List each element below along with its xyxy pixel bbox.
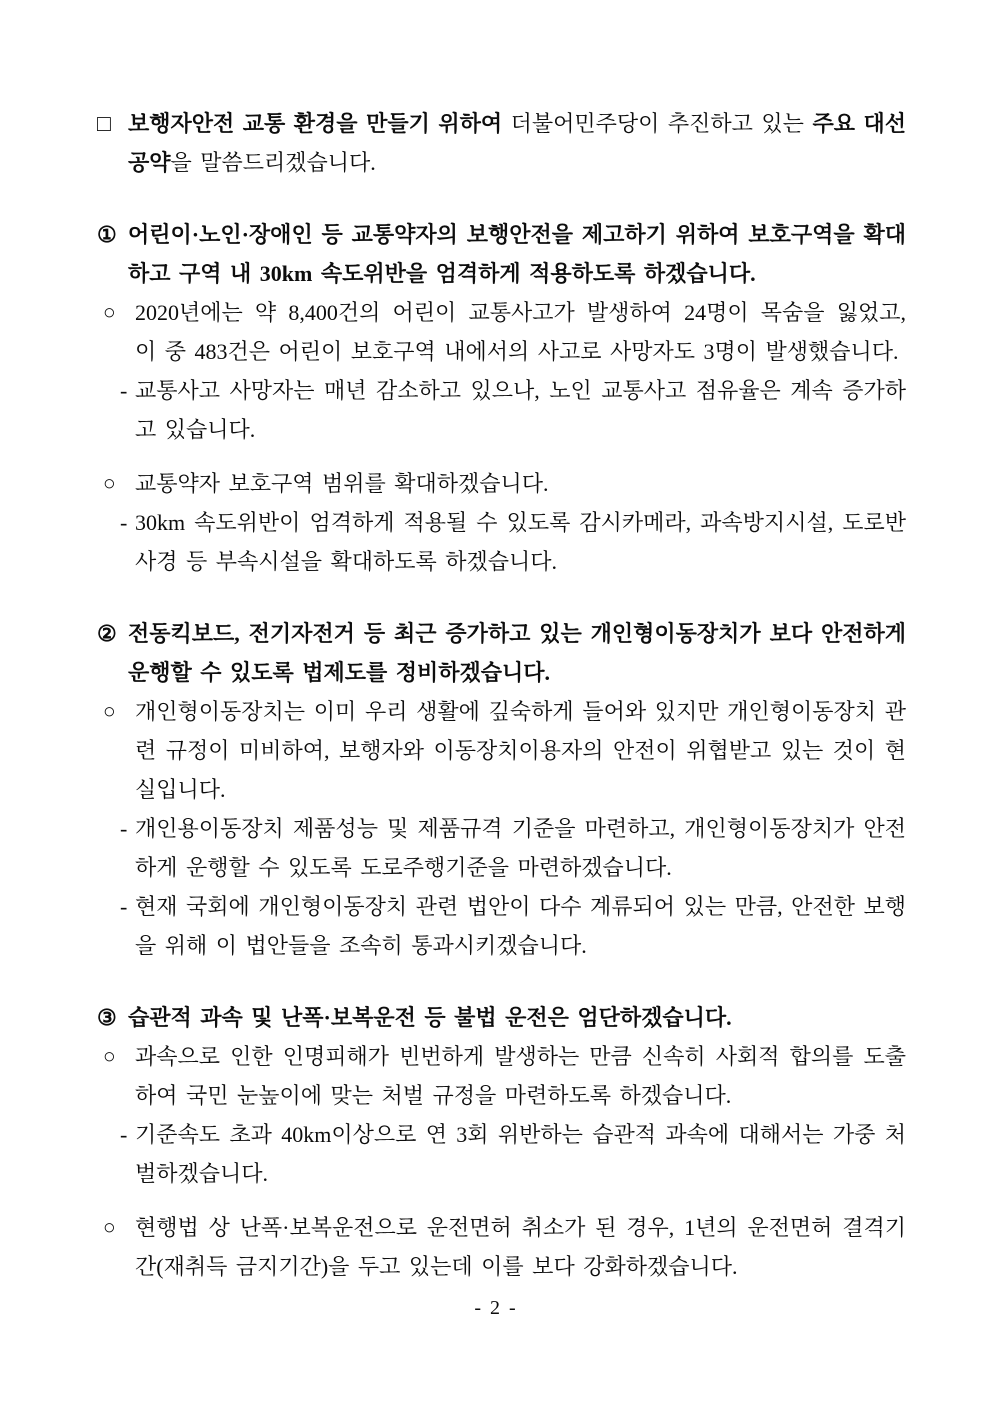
square-bullet-icon: □ xyxy=(97,111,111,136)
paragraph-text xyxy=(135,699,906,802)
body-text: 개인용이동장치 제품성능 및 제품규격 기준을 마련하고, 개인형이동장치가 안전하게 운행할 수 있도록 도로주행기준을 마련하겠습니다. xyxy=(135,816,906,880)
paragraph-text xyxy=(135,378,906,442)
paragraph-text xyxy=(135,510,906,574)
paragraph-text xyxy=(135,894,906,958)
paragraph-text xyxy=(135,1122,906,1186)
dash-bullet-icon: - xyxy=(120,1122,128,1147)
paragraph-text xyxy=(135,1044,906,1108)
pledge-1-subpoint-2 xyxy=(120,503,906,581)
body-text: 현재 국회에 개인형이동장치 관련 법안이 다수 계류되어 있는 만큼, 안전한 보행을 위해 이 법안들을 조속히 통과시키겠습니다. xyxy=(135,894,906,958)
body-text: 2020년에는 약 8,400건의 어린이 교통사고가 발생하여 24명이 목숨을 잃었고, 이 중 483건은 어린이 보호구역 내에서의 사고로 사망자도 3명이 발생했습니다. xyxy=(135,300,906,364)
circle-bullet-icon: ○ xyxy=(103,300,116,324)
body-text: 을 말씀드리겠습니다. xyxy=(170,150,376,175)
paragraph-text xyxy=(135,300,906,364)
circled-number-1-icon: ① xyxy=(97,222,117,247)
body-text: 교통사고 사망자는 매년 감소하고 있으나, 노인 교통사고 점유율은 계속 증가하고 있습니다. xyxy=(135,378,906,442)
pledge-3-heading xyxy=(97,998,906,1037)
pledge-1-point-1 xyxy=(103,293,906,371)
body-text: 과속으로 인한 인명피해가 빈번하게 발생하는 만큼 신속히 사회적 합의를 도출하여 국민 눈높이에 맞는 처벌 규정을 마련하도록 하겠습니다. xyxy=(135,1044,906,1108)
body-text: 교통약자 보호구역 범위를 확대하겠습니다. xyxy=(135,471,549,496)
pledge-3-point-1 xyxy=(103,1037,906,1115)
body-text: 개인형이동장치는 이미 우리 생활에 깊숙하게 들어와 있지만 개인형이동장치 관련 규정이 미비하여, 보행자와 이동장치이용자의 안전이 위협받고 있는 것이 현실입니다. xyxy=(135,699,906,802)
circle-bullet-icon: ○ xyxy=(103,699,116,723)
paragraph-text xyxy=(128,222,906,286)
paragraph-text xyxy=(135,471,549,496)
paragraph-text xyxy=(128,621,906,685)
emphasis-text: 어린이·노인·장애인 등 교통약자의 보행안전을 제고하기 위하여 보호구역을 확대하고 구역 내 30km 속도위반을 엄격하게 적용하도록 하겠습니다. xyxy=(128,222,906,286)
intro-statement xyxy=(97,104,906,182)
dash-bullet-icon: - xyxy=(120,510,128,535)
body-text: 기준속도 초과 40km이상으로 연 3회 위반하는 습관적 과속에 대해서는 가중 처벌하겠습니다. xyxy=(135,1122,906,1186)
paragraph-text xyxy=(128,1005,732,1030)
emphasis-text: 보행자안전 교통 환경을 만들기 위하여 xyxy=(128,111,511,136)
pledge-1-subpoint-1 xyxy=(120,371,906,449)
circle-bullet-icon: ○ xyxy=(103,1044,116,1068)
circled-number-3-icon: ③ xyxy=(97,1005,117,1030)
dash-bullet-icon: - xyxy=(120,378,128,403)
pledge-2-heading xyxy=(97,614,906,692)
circled-number-2-icon: ② xyxy=(97,621,117,646)
paragraph-text xyxy=(135,816,906,880)
dash-bullet-icon: - xyxy=(120,894,128,919)
body-text: 더불어민주당이 추진하고 있는 xyxy=(510,111,813,136)
paragraph-text xyxy=(128,111,906,175)
emphasis-text: 전동킥보드, 전기자전거 등 최근 증가하고 있는 개인형이동장치가 보다 안전하게 운행할 수 있도록 법제도를 정비하겠습니다. xyxy=(128,621,906,685)
pledge-3-subpoint-1 xyxy=(120,1115,906,1193)
emphasis-text: 습관적 과속 및 난폭·보복운전 등 불법 운전은 엄단하겠습니다. xyxy=(128,1005,732,1030)
page-number: - 2 - xyxy=(474,1297,518,1319)
pledge-2-point-1 xyxy=(103,692,906,809)
pledge-1-heading xyxy=(97,215,906,293)
body-text: 현행법 상 난폭·보복운전으로 운전면허 취소가 된 경우, 1년의 운전면허 결격기간(재취득 금지기간)을 두고 있는데 이를 보다 강화하겠습니다. xyxy=(135,1215,906,1279)
paragraph-text xyxy=(135,1215,906,1279)
dash-bullet-icon: - xyxy=(120,816,128,841)
pledge-1-point-2 xyxy=(103,464,906,503)
circle-bullet-icon: ○ xyxy=(103,471,116,495)
body-text: 30km 속도위반이 엄격하게 적용될 수 있도록 감시카메라, 과속방지시설, 도로반사경 등 부속시설을 확대하도록 하겠습니다. xyxy=(135,510,906,574)
pledge-2-subpoint-2 xyxy=(120,887,906,965)
pledge-2-subpoint-1 xyxy=(120,809,906,887)
circle-bullet-icon: ○ xyxy=(103,1215,116,1239)
emphasis-text: 주요 대선 공약 xyxy=(128,111,906,175)
pledge-3-point-2 xyxy=(103,1208,906,1286)
